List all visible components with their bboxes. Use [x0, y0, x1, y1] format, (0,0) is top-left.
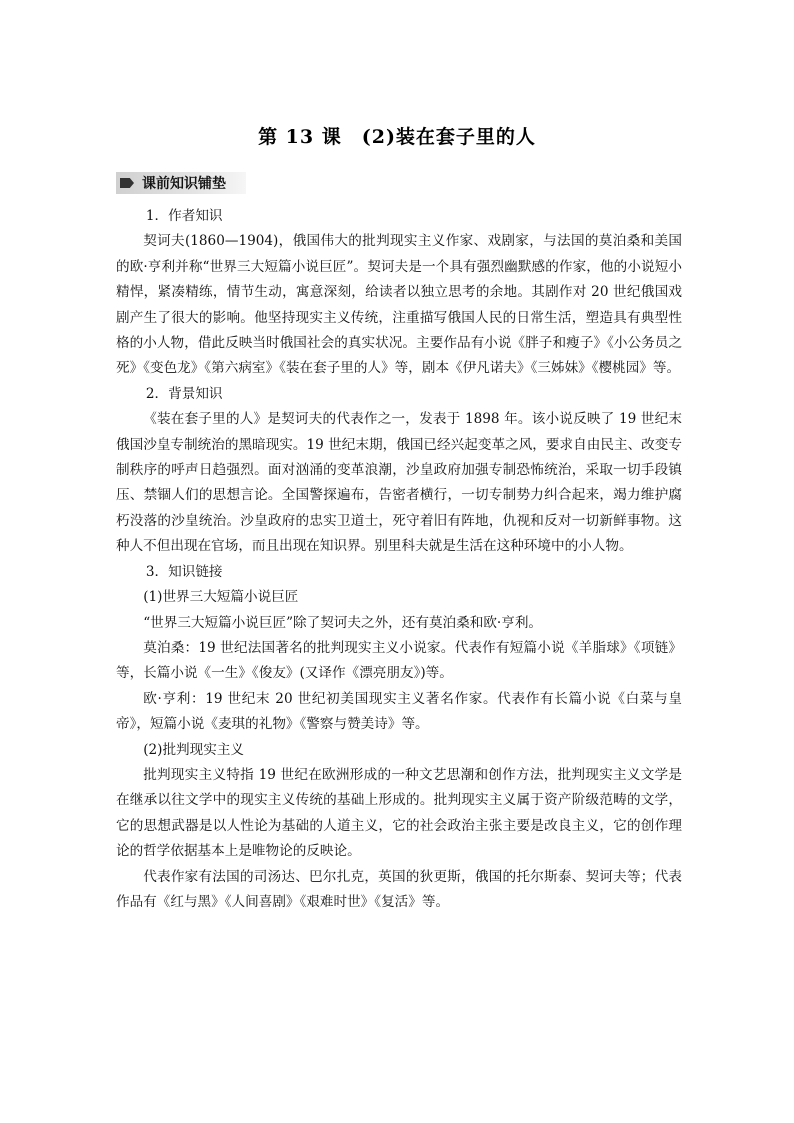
paragraph-three-masters: “世界三大短篇小说巨匠”除了契诃夫之外，还有莫泊桑和欧·亨利。: [143, 614, 543, 631]
section-tag-label: 课前知识铺垫: [142, 176, 226, 192]
subheading-three-masters: (1)世界三大短篇小说巨匠: [143, 589, 299, 606]
paragraph-author: 契诃夫(1860—1904)，俄国伟大的批判现实主义作家、戏剧家，与法国的莫泊桑和美国的欧·亨利并称“世界三大短篇小说巨匠”。契诃夫是一个具有强烈幽默感的作家，他的小说短小精悍，紧凑精练，情节生动，寓意深刻，给读者以独立思考的余地。其剧作对 20 世纪俄国戏剧产生了很大的影响。他坚持现实主义传统，注重描写俄国人民的日常生活，塑造具有典型性格的小人物，借此反映当时俄国社会的真实状况。主要作品有小说《胖子和瘦子》《小公务员之死》《变色龙》《第六病室》《装在套子里的人》等，剧本《伊凡诺夫》《三姊妹》《樱桃园》等。: [116, 233, 682, 377]
paragraph-background: 《装在套子里的人》是契诃夫的代表作之一，发表于 1898 年。该小说反映了 19 世纪末俄国沙皇专制统治的黑暗现实。19 世纪末期，俄国已经兴起变革之风，要求自由民主、改变专制秩序的呼声日趋强烈。面对汹涌的变革浪潮，沙皇政府加强专制恐怖统治，采取一切手段镇压、禁锢人们的思想言论。全国警探遍布，告密者横行，一切专制势力纠合起来，竭力维护腐朽没落的沙皇统治。沙皇政府的忠实卫道士，死守着旧有阵地，仇视和反对一切新鲜事物。这种人不但出现在官场，而且出现在知识界。别里科夫就是生活在这种环境中的小人物。: [116, 411, 682, 555]
page-title: 第 13 课 (2)装在套子里的人: [258, 126, 536, 148]
heading-knowledge-link: 3．知识链接: [145, 563, 223, 580]
subheading-critical-realism: (2)批判现实主义: [143, 741, 245, 758]
paragraph-critical-realism: 批判现实主义特指 19 世纪在欧洲形成的一种文艺思潮和创作方法，批判现实主义文学是在继承以往文学中的现实主义传统的基础上形成的。批判现实主义属于资产阶级范畴的文学，它的思想武器是以人性论为基础的人道主义，它的社会政治主张主要是改良主义，它的创作理论的哲学依据基本上是唯物论的反映论。: [116, 766, 682, 860]
arrow-icon: [120, 178, 134, 188]
heading-background-knowledge: 2．背景知识: [145, 385, 223, 402]
paragraph-representatives: 代表作家有法国的司汤达、巴尔扎克，英国的狄更斯，俄国的托尔斯泰、契诃夫等；代表作品有《红与黑》《人间喜剧》《艰难时世》《复活》等。: [116, 868, 682, 910]
paragraph-o-henry: 欧·亨利：19 世纪末 20 世纪初美国现实主义著名作家。代表作有长篇小说《白菜与皇帝》，短篇小说《麦琪的礼物》《警察与赞美诗》等。: [116, 690, 682, 733]
paragraph-maupassant: 莫泊桑：19 世纪法国著名的批判现实主义小说家。代表作有短篇小说《羊脂球》《项链》等，长篇小说《一生》《俊友》(又译作《漂亮朋友》)等。: [116, 639, 682, 682]
document-body: [116, 204, 682, 915]
heading-author-knowledge: 1．作者知识: [145, 208, 223, 224]
section-tag: [116, 172, 246, 194]
